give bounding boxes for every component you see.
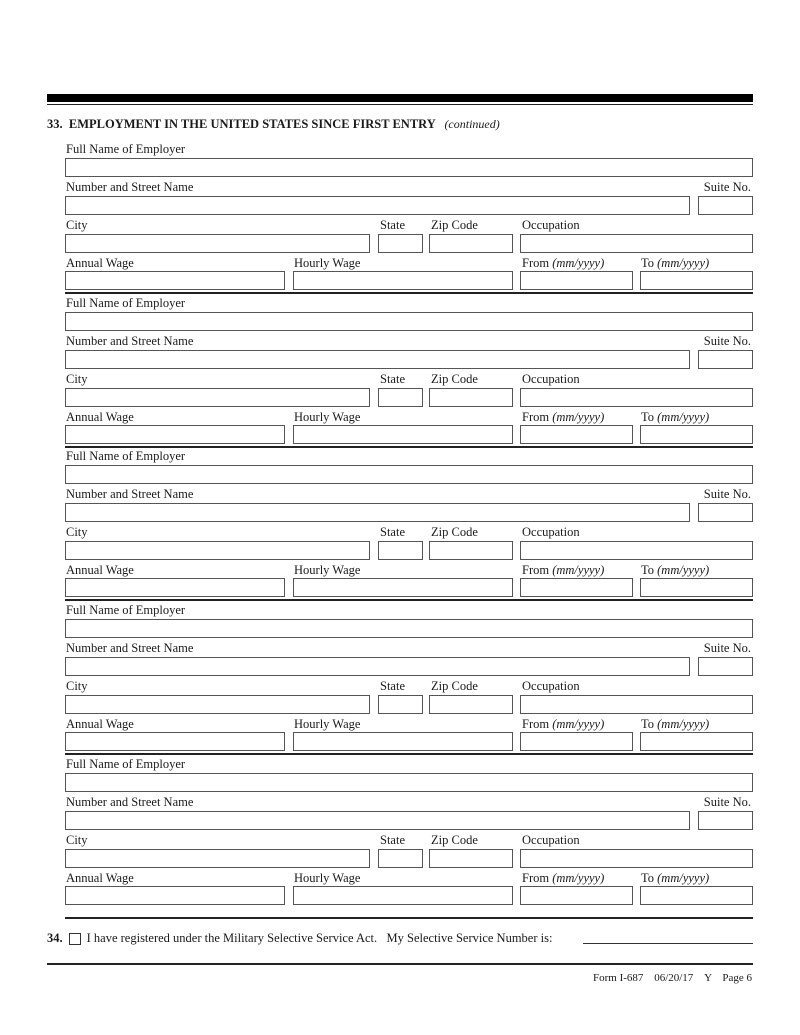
employer-label: Full Name of Employer	[66, 603, 186, 617]
street-label: Number and Street Name	[66, 334, 194, 348]
city-field[interactable]	[65, 695, 370, 714]
state-label: State	[380, 525, 405, 539]
occupation-field[interactable]	[520, 541, 753, 560]
to-label: To (mm/yyyy)	[641, 256, 710, 270]
form-footer	[585, 972, 752, 984]
suite-field[interactable]	[698, 196, 753, 215]
employer-label: Full Name of Employer	[66, 757, 186, 771]
annual-wage-field[interactable]	[65, 271, 285, 290]
suite-label: Suite No.	[703, 795, 751, 809]
suite-field[interactable]	[698, 657, 753, 676]
street-label: Number and Street Name	[66, 795, 194, 809]
from-date-field[interactable]	[520, 425, 633, 444]
employer-name-field[interactable]	[65, 773, 753, 792]
hourly-wage-field[interactable]	[293, 732, 513, 751]
section-number: 33.	[47, 117, 63, 131]
street-field[interactable]	[65, 196, 690, 215]
city-label: City	[66, 218, 88, 232]
employer-name-field[interactable]	[65, 312, 753, 331]
state-label: State	[380, 372, 405, 386]
selective-service-checkbox[interactable]	[69, 933, 81, 945]
from-label: From (mm/yyyy)	[522, 410, 605, 424]
header-thin-rule	[47, 104, 753, 105]
city-label: City	[66, 833, 88, 847]
state-field[interactable]	[378, 541, 423, 560]
section-note: (continued)	[444, 117, 500, 131]
employer-block	[65, 447, 753, 601]
street-label: Number and Street Name	[66, 180, 194, 194]
occupation-field[interactable]	[520, 849, 753, 868]
hourly-wage-field[interactable]	[293, 886, 513, 905]
to-label: To (mm/yyyy)	[641, 410, 710, 424]
to-date-field[interactable]	[640, 886, 753, 905]
zip-field[interactable]	[429, 695, 513, 714]
question-34-text: I have registered under the Military Selective Service Act. My Selective Service Number is:	[86, 931, 553, 945]
to-date-field[interactable]	[640, 425, 753, 444]
annual-wage-label: Annual Wage	[66, 410, 134, 424]
zip-label: Zip Code	[431, 525, 478, 539]
selective-service-number-field[interactable]	[583, 943, 753, 944]
city-field[interactable]	[65, 388, 370, 407]
state-field[interactable]	[378, 849, 423, 868]
suite-label: Suite No.	[703, 641, 751, 655]
suite-label: Suite No.	[703, 334, 751, 348]
from-label: From (mm/yyyy)	[522, 871, 605, 885]
to-date-field[interactable]	[640, 578, 753, 597]
occupation-field[interactable]	[520, 695, 753, 714]
employer-name-field[interactable]	[65, 465, 753, 484]
annual-wage-field[interactable]	[65, 578, 285, 597]
section-33-title	[47, 117, 500, 132]
state-label: State	[380, 679, 405, 693]
section-heading: EMPLOYMENT IN THE UNITED STATES SINCE FIRST ENTRY	[68, 117, 436, 131]
section-end-rule	[65, 917, 753, 919]
zip-label: Zip Code	[431, 218, 478, 232]
hourly-wage-field[interactable]	[293, 425, 513, 444]
state-field[interactable]	[378, 234, 423, 253]
state-label: State	[380, 833, 405, 847]
street-field[interactable]	[65, 657, 690, 676]
suite-field[interactable]	[698, 811, 753, 830]
occupation-label: Occupation	[522, 833, 580, 847]
occupation-label: Occupation	[522, 679, 580, 693]
employer-label: Full Name of Employer	[66, 142, 186, 156]
hourly-wage-field[interactable]	[293, 271, 513, 290]
occupation-label: Occupation	[522, 218, 580, 232]
city-field[interactable]	[65, 541, 370, 560]
employer-label: Full Name of Employer	[66, 296, 186, 310]
form-edition: Y	[704, 972, 712, 984]
employer-name-field[interactable]	[65, 158, 753, 177]
zip-label: Zip Code	[431, 679, 478, 693]
to-date-field[interactable]	[640, 271, 753, 290]
city-label: City	[66, 679, 88, 693]
zip-field[interactable]	[429, 388, 513, 407]
from-date-field[interactable]	[520, 732, 633, 751]
state-label: State	[380, 218, 405, 232]
hourly-wage-label: Hourly Wage	[294, 256, 361, 270]
employer-block	[65, 755, 753, 909]
occupation-field[interactable]	[520, 234, 753, 253]
zip-field[interactable]	[429, 234, 513, 253]
to-date-field[interactable]	[640, 732, 753, 751]
state-field[interactable]	[378, 388, 423, 407]
header-thick-rule	[47, 94, 753, 102]
annual-wage-label: Annual Wage	[66, 717, 134, 731]
from-date-field[interactable]	[520, 886, 633, 905]
page-number: Page 6	[722, 972, 752, 984]
question-34-number: 34.	[47, 931, 63, 945]
hourly-wage-label: Hourly Wage	[294, 563, 361, 577]
annual-wage-field[interactable]	[65, 886, 285, 905]
to-label: To (mm/yyyy)	[641, 717, 710, 731]
form-date: 06/20/17	[654, 972, 694, 984]
street-field[interactable]	[65, 350, 690, 369]
city-label: City	[66, 525, 88, 539]
occupation-label: Occupation	[522, 525, 580, 539]
suite-field[interactable]	[698, 503, 753, 522]
to-label: To (mm/yyyy)	[641, 871, 710, 885]
question-34	[47, 931, 552, 946]
employer-name-field[interactable]	[65, 619, 753, 638]
zip-label: Zip Code	[431, 833, 478, 847]
annual-wage-label: Annual Wage	[66, 563, 134, 577]
suite-label: Suite No.	[703, 180, 751, 194]
annual-wage-label: Annual Wage	[66, 871, 134, 885]
from-label: From (mm/yyyy)	[522, 717, 605, 731]
employer-block	[65, 294, 753, 448]
street-field[interactable]	[65, 503, 690, 522]
street-label: Number and Street Name	[66, 487, 194, 501]
city-field[interactable]	[65, 234, 370, 253]
occupation-field[interactable]	[520, 388, 753, 407]
annual-wage-field[interactable]	[65, 425, 285, 444]
zip-field[interactable]	[429, 541, 513, 560]
occupation-label: Occupation	[522, 372, 580, 386]
to-label: To (mm/yyyy)	[641, 563, 710, 577]
from-date-field[interactable]	[520, 271, 633, 290]
zip-label: Zip Code	[431, 372, 478, 386]
from-label: From (mm/yyyy)	[522, 256, 605, 270]
street-field[interactable]	[65, 811, 690, 830]
employer-label: Full Name of Employer	[66, 449, 186, 463]
form-id: Form I-687	[593, 972, 644, 984]
state-field[interactable]	[378, 695, 423, 714]
hourly-wage-label: Hourly Wage	[294, 717, 361, 731]
employer-block	[65, 140, 753, 294]
hourly-wage-label: Hourly Wage	[294, 410, 361, 424]
city-field[interactable]	[65, 849, 370, 868]
zip-field[interactable]	[429, 849, 513, 868]
from-label: From (mm/yyyy)	[522, 563, 605, 577]
from-date-field[interactable]	[520, 578, 633, 597]
footer-rule	[47, 963, 753, 965]
street-label: Number and Street Name	[66, 641, 194, 655]
suite-label: Suite No.	[703, 487, 751, 501]
annual-wage-label: Annual Wage	[66, 256, 134, 270]
hourly-wage-label: Hourly Wage	[294, 871, 361, 885]
hourly-wage-field[interactable]	[293, 578, 513, 597]
annual-wage-field[interactable]	[65, 732, 285, 751]
suite-field[interactable]	[698, 350, 753, 369]
employer-block	[65, 601, 753, 755]
city-label: City	[66, 372, 88, 386]
